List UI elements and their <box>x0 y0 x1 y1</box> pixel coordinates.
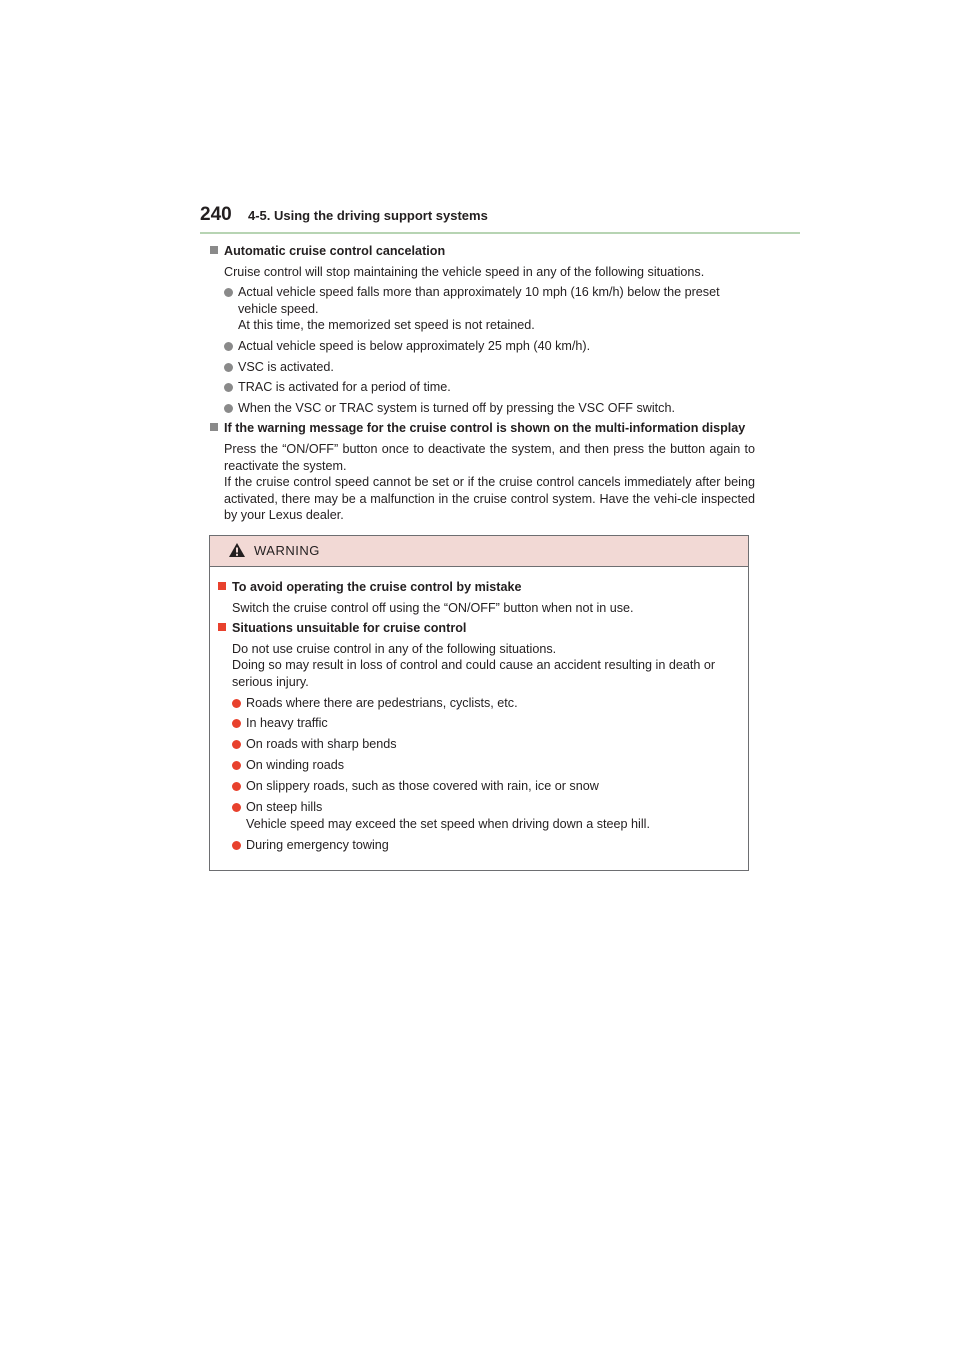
round-bullet-icon <box>232 761 241 770</box>
round-bullet-icon <box>224 363 233 372</box>
warning-heading: To avoid operating the cruise control by mistake <box>218 579 743 596</box>
round-bullet-icon <box>232 740 241 749</box>
warning-bullet-list <box>218 695 743 854</box>
round-bullet-icon <box>224 342 233 351</box>
list-item: VSC is activated. <box>210 359 755 376</box>
warning-title: WARNING <box>254 543 320 558</box>
bullet-list <box>210 284 755 416</box>
list-item: Actual vehicle speed falls more than approximately 10 mph (16 km/h) below the preset vehicle speed. At this time, the memorized set speed is not retained. <box>210 284 755 334</box>
page-number: 240 <box>200 204 232 225</box>
list-item: During emergency towing <box>218 837 743 854</box>
page-header <box>200 204 800 236</box>
warning-body <box>218 579 743 857</box>
section-heading: If the warning message for the cruise control is shown on the multi-information display <box>210 420 755 437</box>
warning-heading: Situations unsuitable for cruise control <box>218 620 743 637</box>
header-divider <box>200 232 800 234</box>
list-item: On roads with sharp bends <box>218 736 743 753</box>
warning-triangle-icon <box>228 542 246 558</box>
square-bullet-icon <box>218 623 226 631</box>
main-content <box>210 243 755 524</box>
warning-text: Switch the cruise control off using the “ON/OFF” button when not in use. <box>232 600 634 615</box>
list-item: When the VSC or TRAC system is turned off by pressing the VSC OFF switch. <box>210 400 755 417</box>
list-item: TRAC is activated for a period of time. <box>210 379 755 396</box>
warning-box <box>209 535 749 871</box>
round-bullet-icon <box>224 288 233 297</box>
section-paragraph: Press the “ON/OFF” button once to deactivate the system, and then press the button again to reactivate the system. If the cruise control speed cannot be set or if the cruise control cancels immediately after being activated, there may be a malfunction in the cruise control system. Have the vehi-cle inspected by your Lexus dealer. <box>224 441 755 523</box>
round-bullet-icon <box>232 841 241 850</box>
list-item: Actual vehicle speed is below approximately 25 mph (40 km/h). <box>210 338 755 355</box>
warning-header <box>210 536 748 567</box>
round-bullet-icon <box>232 719 241 728</box>
square-bullet-icon <box>218 582 226 590</box>
list-item: Roads where there are pedestrians, cyclists, etc. <box>218 695 743 712</box>
list-item: In heavy traffic <box>218 715 743 732</box>
square-bullet-icon <box>210 423 218 431</box>
round-bullet-icon <box>224 383 233 392</box>
round-bullet-icon <box>232 803 241 812</box>
round-bullet-icon <box>224 404 233 413</box>
round-bullet-icon <box>232 699 241 708</box>
list-item: On winding roads <box>218 757 743 774</box>
square-bullet-icon <box>210 246 218 254</box>
list-item: On steep hills Vehicle speed may exceed the set speed when driving down a steep hill. <box>218 799 743 832</box>
section-intro: Cruise control will stop maintaining the vehicle speed in any of the following situations. <box>224 264 705 279</box>
list-item: On slippery roads, such as those covered with rain, ice or snow <box>218 778 743 795</box>
section-title: 4-5. Using the driving support systems <box>248 208 488 223</box>
warning-text: Do not use cruise control in any of the following situations. Doing so may result in loss of control and could cause an accident resulting in death or serious injury. <box>232 641 716 689</box>
round-bullet-icon <box>232 782 241 791</box>
section-heading: Automatic cruise control cancelation <box>210 243 755 260</box>
